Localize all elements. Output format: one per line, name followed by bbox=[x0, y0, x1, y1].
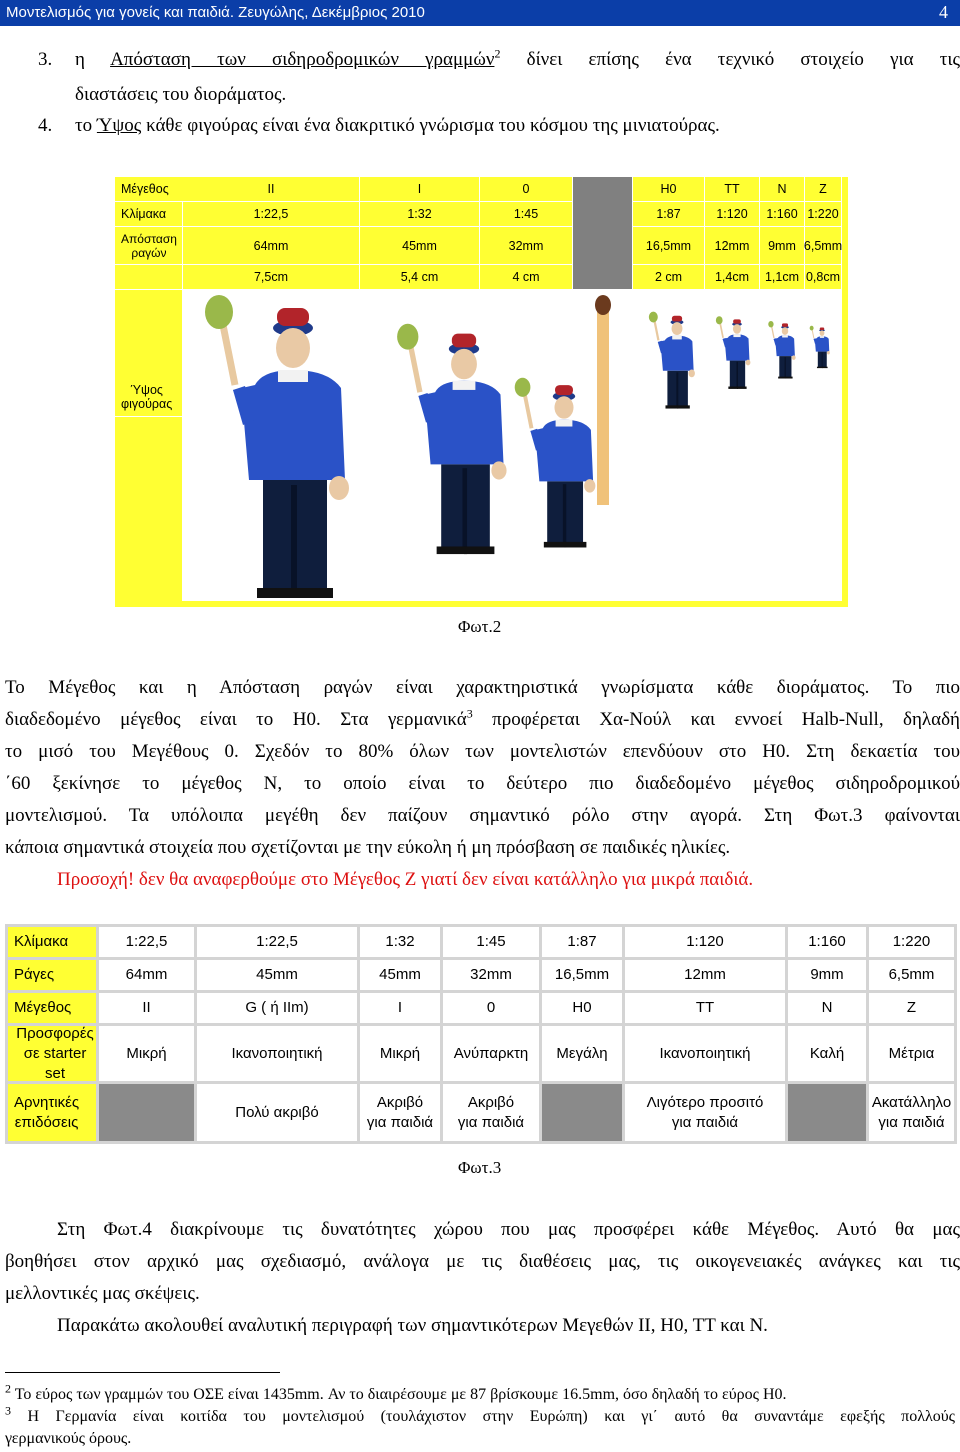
cell-sizes-5: TT bbox=[625, 993, 785, 1023]
gauge-h0: 16,5mm bbox=[633, 227, 705, 265]
list-item-3 bbox=[38, 50, 52, 70]
list-item-3-text bbox=[75, 46, 960, 70]
cell-scales-1: 1:22,5 bbox=[197, 927, 357, 957]
cell-scales-3: 1:45 bbox=[443, 927, 539, 957]
cell-cons-3: Ακριβό για παιδιά bbox=[443, 1084, 539, 1141]
cell-offers-4: Μεγάλη bbox=[542, 1026, 622, 1081]
gauge-z: 6,5mm bbox=[805, 227, 842, 265]
height-link[interactable]: Ύψος bbox=[96, 115, 142, 136]
para1-line4: ΄60 ξεκίνησε το μέγεθος Ν, το οποίο είναι το δεύτερο πιο διαδεδομένο μέγεθος σιδηροδρομικού bbox=[5, 773, 960, 794]
scale-h0: 1:87 bbox=[633, 202, 705, 227]
scale-0: 1:45 bbox=[480, 202, 573, 227]
height-z: 0,8cm bbox=[805, 265, 842, 290]
cell-scales-5: 1:120 bbox=[625, 927, 785, 957]
para1-line6: κάποια σημαντικά στοιχεία που σχετίζονται με την εύκολη ή μη πρόσβαση σε παιδικές ηλικίες. bbox=[5, 837, 731, 858]
cell-scales-0: 1:22,5 bbox=[99, 927, 194, 957]
scale-comparison-photo bbox=[115, 177, 848, 607]
label-cons: Αρνητικές επιδόσεις bbox=[8, 1084, 96, 1141]
para1-line3: το μισό του Μεγέθους 0. Σχεδόν το 80% όλων των μοντελιστών επενδύουν στο Η0. Στη δεκαετία του bbox=[5, 741, 960, 762]
para2-line3: μελλοντικές μας σκέψεις. bbox=[5, 1283, 200, 1304]
para1-line2a: διαδεδομένο μέγεθος είναι το Η0. Στα γερμανικά bbox=[5, 709, 467, 730]
para1-line2 bbox=[5, 704, 960, 736]
para2-line2: βοηθήσει στον αρχικό μας σχεδιασμό, ανάλογα με τις διαθέσεις μας, τις οικογενειακές ανάγκες και τις bbox=[5, 1251, 960, 1272]
para1-line1: Το Μέγεθος και η Απόσταση ραγών είναι χαρακτηριστικά γνωρίσματα κάθε διοράματος. Το πιο bbox=[5, 677, 960, 698]
item-prefix: η bbox=[75, 49, 111, 70]
cell-offers-5: Ικανοποιητική bbox=[625, 1026, 785, 1081]
page-number: 4 bbox=[939, 2, 948, 22]
gauge-i: 45mm bbox=[360, 227, 480, 265]
size-0-cell: 0 bbox=[480, 177, 573, 202]
fn2-text: Το εύρος των γραμμών του ΟΣΕ είναι 1435mm. Αν το διαιρέσουμε με 87 βρίσκουμε 16.5mm, όσο δηλαδή το εύρος Η0. bbox=[14, 1386, 787, 1403]
fn3-text: Η Γερμανία είναι κοιτίδα του μοντελισμού (τουλάχιστον στην Ευρώπη) και γι΄ αυτό θα συναντάμε εφεξής πολλούς bbox=[27, 1408, 956, 1425]
gauge-tt: 12mm bbox=[705, 227, 760, 265]
fn3-marker: 3 bbox=[5, 1403, 11, 1418]
gauge-ii: 64mm bbox=[183, 227, 360, 265]
size-ii-cell: II bbox=[183, 177, 360, 202]
footnote-ref-2: 2 bbox=[494, 46, 501, 61]
cell-rails-3: 32mm bbox=[443, 960, 539, 990]
gauge-n: 9mm bbox=[760, 227, 805, 265]
label-rails: Ράγες bbox=[8, 960, 96, 990]
page-header bbox=[0, 0, 960, 26]
cell-rails-4: 16,5mm bbox=[542, 960, 622, 990]
item-prefix: το bbox=[75, 115, 97, 136]
scale-i: 1:32 bbox=[360, 202, 480, 227]
cell-cons-6 bbox=[788, 1084, 866, 1141]
para1-line5: μοντελισμού. Τα υπόλοιπα μεγέθη δεν παίζουν σημαντικό ρόλο στην αγορά. Στη Φωτ.3 φαίνονται bbox=[5, 805, 960, 826]
cell-rails-5: 12mm bbox=[625, 960, 785, 990]
height-n: 1,1cm bbox=[760, 265, 805, 290]
label-size: Μέγεθος bbox=[115, 177, 273, 202]
label-blank bbox=[115, 265, 183, 290]
starter-set-table-photo bbox=[5, 924, 957, 1144]
label-height: Ύψος φιγούρας bbox=[115, 377, 183, 417]
cell-rails-7: 6,5mm bbox=[869, 960, 954, 990]
height-i: 5,4 cm bbox=[360, 265, 480, 290]
size-n-cell: N bbox=[760, 177, 805, 202]
cell-rails-0: 64mm bbox=[99, 960, 194, 990]
item-number: 3. bbox=[38, 49, 53, 70]
warning-text: Προσοχή! δεν θα αναφερθούμε στο Μέγεθος Ζ γιατί δεν είναι κατάλληλο για μικρά παιδιά. bbox=[57, 869, 754, 890]
cell-sizes-7: Z bbox=[869, 993, 954, 1023]
cell-offers-1: Ικανοποιητική bbox=[197, 1026, 357, 1081]
grey-column bbox=[573, 177, 633, 290]
label-gauge: Απόσταση ραγών bbox=[115, 227, 183, 265]
item-rest: δίνει επίσης ένα τεχνικό στοιχείο για τις bbox=[500, 49, 960, 70]
para2-line1: Στη Φωτ.4 διακρίνουμε τις δυνατότητες χώρου που μας προσφέρει κάθε Μέγεθος. Αυτό θα μας bbox=[57, 1219, 960, 1240]
list-item-4-number: 4. bbox=[38, 115, 53, 136]
footnote-3-line2: γερμανικούς όρους. bbox=[5, 1430, 132, 1447]
footnote-ref-3: 3 bbox=[466, 706, 473, 721]
scale-tt: 1:120 bbox=[705, 202, 760, 227]
height-tt: 1,4cm bbox=[705, 265, 760, 290]
label-offers: Προσφορές σε starter set bbox=[8, 1026, 96, 1081]
item-rest: κάθε φιγούρας είναι ένα διακριτικό γνώρισμα του κόσμου της μινιατούρας. bbox=[141, 115, 720, 136]
cell-sizes-0: II bbox=[99, 993, 194, 1023]
header-title: Μοντελισμός για γονείς και παιδιά. Ζευγώλης, Δεκέμβριος 2010 bbox=[6, 4, 425, 21]
cell-rails-6: 9mm bbox=[788, 960, 866, 990]
gauge-0: 32mm bbox=[480, 227, 573, 265]
height-ii: 7,5cm bbox=[183, 265, 360, 290]
cell-sizes-1: G ( ή IIm) bbox=[197, 993, 357, 1023]
label-scale: Κλίμακα bbox=[8, 927, 96, 957]
footnote-divider bbox=[5, 1372, 280, 1373]
cell-rails-2: 45mm bbox=[360, 960, 440, 990]
footnote-3-line1 bbox=[5, 1403, 956, 1428]
cell-cons-4 bbox=[542, 1084, 622, 1141]
list-item-3-line2: διαστάσεις του διοράματος. bbox=[75, 84, 287, 105]
photo3-caption: Φωτ.3 bbox=[458, 1158, 502, 1177]
size-z-cell: Z bbox=[805, 177, 842, 202]
cell-sizes-3: 0 bbox=[443, 993, 539, 1023]
cell-sizes-2: I bbox=[360, 993, 440, 1023]
cell-cons-1: Πολύ ακριβό bbox=[197, 1084, 357, 1141]
list-item-4 bbox=[75, 116, 720, 136]
cell-scales-7: 1:220 bbox=[869, 927, 954, 957]
para1-line2b: προφέρεται Χα-Νούλ και εννοεί Halb-Null, δηλαδή bbox=[492, 709, 960, 730]
gauge-link[interactable]: Απόσταση των σιδηροδρομικών γραμμών bbox=[110, 49, 495, 70]
figurines-illustration bbox=[183, 290, 842, 601]
label-scale: Κλίμακα bbox=[115, 202, 183, 227]
cell-offers-7: Μέτρια bbox=[869, 1026, 954, 1081]
cell-scales-2: 1:32 bbox=[360, 927, 440, 957]
scale-n: 1:160 bbox=[760, 202, 805, 227]
scale-ii: 1:22,5 bbox=[183, 202, 360, 227]
cell-scales-6: 1:160 bbox=[788, 927, 866, 957]
label-size: Μέγεθος bbox=[8, 993, 96, 1023]
size-tt-cell: TT bbox=[705, 177, 760, 202]
cell-scales-4: 1:87 bbox=[542, 927, 622, 957]
cell-cons-5: Λιγότερο προσιτό για παιδιά bbox=[625, 1084, 785, 1141]
cell-sizes-6: N bbox=[788, 993, 866, 1023]
cell-offers-2: Μικρή bbox=[360, 1026, 440, 1081]
cell-sizes-4: H0 bbox=[542, 993, 622, 1023]
cell-cons-2: Ακριβό για παιδιά bbox=[360, 1084, 440, 1141]
fn2-marker: 2 bbox=[5, 1381, 11, 1396]
cell-rails-1: 45mm bbox=[197, 960, 357, 990]
cell-offers-3: Ανύπαρκτη bbox=[443, 1026, 539, 1081]
scale-z: 1:220 bbox=[805, 202, 842, 227]
para3: Παρακάτω ακολουθεί αναλυτική περιγραφή των σημαντικότερων Μεγεθών ΙΙ, Η0, ΤΤ και Ν. bbox=[57, 1315, 768, 1336]
height-0: 4 cm bbox=[480, 265, 573, 290]
photo2-caption: Φωτ.2 bbox=[458, 617, 502, 636]
size-h0-cell: H0 bbox=[633, 177, 705, 202]
footnote-2 bbox=[5, 1381, 955, 1406]
cell-cons-0 bbox=[99, 1084, 194, 1141]
cell-cons-7: Ακατάλληλο για παιδιά bbox=[869, 1084, 954, 1141]
cell-offers-6: Καλή bbox=[788, 1026, 866, 1081]
cell-offers-0: Μικρή bbox=[99, 1026, 194, 1081]
height-h0: 2 cm bbox=[633, 265, 705, 290]
size-i-cell: I bbox=[360, 177, 480, 202]
